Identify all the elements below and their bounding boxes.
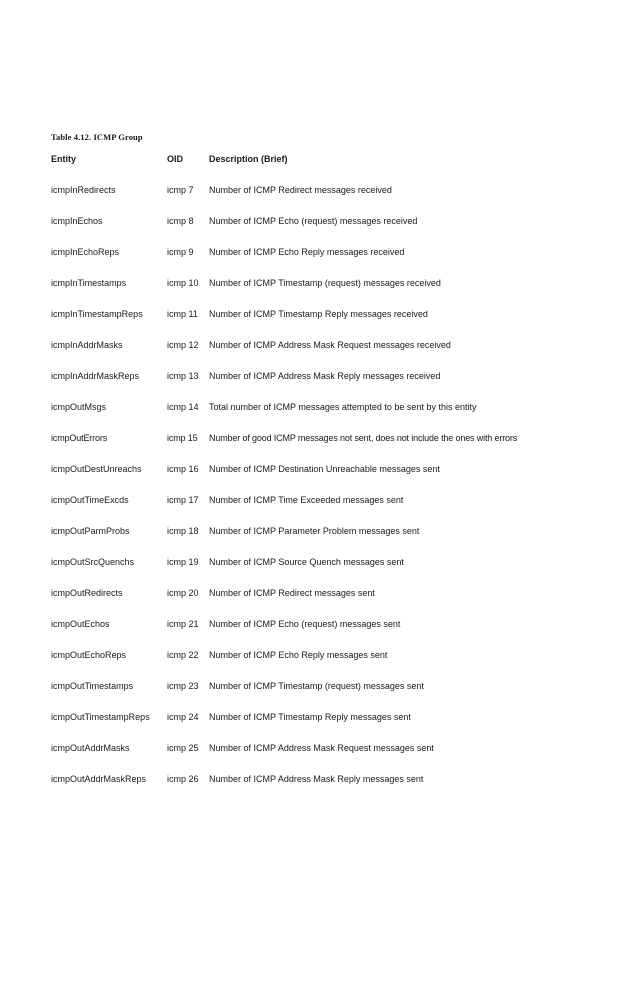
description-cell: Number of ICMP Time Exceeded messages sent [209,495,404,505]
table-row [51,463,591,494]
entity-cell: icmpOutEchos [51,619,110,629]
entity-cell: icmpOutDestUnreachs [51,464,142,474]
table-row [51,246,591,277]
table-row [51,649,591,680]
entity-cell: icmpInAddrMaskReps [51,371,140,381]
description-cell: Number of ICMP Timestamp Reply messages sent [209,712,411,722]
oid-cell: icmp 20 [167,588,199,598]
description-cell: Number of ICMP Echo Reply messages sent [209,650,388,660]
description-cell: Number of ICMP Echo (request) messages sent [209,619,401,629]
oid-cell: icmp 21 [167,619,199,629]
table-row [51,401,591,432]
header-description: Description (Brief) [209,154,288,164]
entity-cell: icmpOutTimestamps [51,681,134,691]
oid-cell: icmp 19 [167,557,199,567]
oid-cell: icmp 23 [167,681,199,691]
entity-cell: icmpOutMsgs [51,402,107,412]
oid-cell: icmp 14 [167,402,199,412]
description-cell: Number of ICMP Timestamp (request) messages sent [209,681,424,691]
description-cell: Number of ICMP Echo Reply messages received [209,247,405,257]
entity-cell: icmpOutParmProbs [51,526,130,536]
description-cell: Number of ICMP Timestamp Reply messages received [209,309,428,319]
entity-cell: icmpInRedirects [51,185,116,195]
entity-cell: icmpInTimestamps [51,278,127,288]
oid-cell: icmp 7 [167,185,194,195]
oid-cell: icmp 22 [167,650,199,660]
oid-cell: icmp 18 [167,526,199,536]
description-cell: Number of ICMP Redirect messages received [209,185,392,195]
entity-cell: icmpInEchos [51,216,103,226]
description-cell: Number of ICMP Destination Unreachable messages sent [209,464,440,474]
oid-cell: icmp 8 [167,216,194,226]
description-cell: Total number of ICMP messages attempted to be sent by this entity [209,402,477,412]
entity-cell: icmpOutErrors [51,433,108,443]
header-oid: OID [167,154,184,164]
oid-cell: icmp 26 [167,774,199,784]
entity-cell: icmpOutTimestampReps [51,712,150,722]
entity-cell: icmpInEchoReps [51,247,120,257]
oid-cell: icmp 11 [167,309,198,319]
table-row [51,711,591,742]
table-caption: Table 4.12. ICMP Group [51,132,143,142]
oid-cell: icmp 17 [167,495,199,505]
table-row [51,742,591,773]
entity-cell: icmpOutRedirects [51,588,123,598]
table-row [51,339,591,370]
table-row [51,773,591,804]
description-cell: Number of ICMP Redirect messages sent [209,588,375,598]
description-cell: Number of ICMP Address Mask Request messages sent [209,743,434,753]
table-row [51,556,591,587]
entity-cell: icmpOutAddrMaskReps [51,774,147,784]
table-row [51,618,591,649]
table-row [51,215,591,246]
description-cell: Number of ICMP Timestamp (request) messages received [209,278,441,288]
oid-cell: icmp 15 [167,433,198,443]
description-cell: Number of ICMP Source Quench messages sent [209,557,404,567]
table-row [51,184,591,215]
description-cell: Number of ICMP Address Mask Request messages received [209,340,451,350]
description-cell: Number of ICMP Address Mask Reply messages received [209,371,441,381]
oid-cell: icmp 9 [167,247,194,257]
entity-cell: icmpOutTimeExcds [51,495,129,505]
oid-cell: icmp 10 [167,278,199,288]
header-entity: Entity [51,154,77,164]
table-body [51,184,591,804]
table-row [51,525,591,556]
table-row [51,680,591,711]
description-cell: Number of ICMP Address Mask Reply messages sent [209,774,424,784]
entity-cell: icmpInAddrMasks [51,340,123,350]
table-row [51,587,591,618]
entity-cell: icmpInTimestampReps [51,309,143,319]
description-cell: Number of ICMP Parameter Problem messages sent [209,526,420,536]
table-row [51,494,591,525]
oid-cell: icmp 16 [167,464,199,474]
table-row [51,308,591,339]
entity-cell: icmpOutSrcQuenchs [51,557,135,567]
icmp-group-table [51,153,591,804]
oid-cell: icmp 24 [167,712,199,722]
entity-cell: icmpOutAddrMasks [51,743,130,753]
description-cell: Number of ICMP Echo (request) messages received [209,216,418,226]
table-row [51,432,591,463]
oid-cell: icmp 13 [167,371,199,381]
table-header-row [51,153,591,184]
oid-cell: icmp 12 [167,340,199,350]
table-row [51,277,591,308]
oid-cell: icmp 25 [167,743,199,753]
entity-cell: icmpOutEchoReps [51,650,127,660]
description-cell: Number of good ICMP messages not sent, does not include the ones with errors [209,433,518,443]
table-row [51,370,591,401]
